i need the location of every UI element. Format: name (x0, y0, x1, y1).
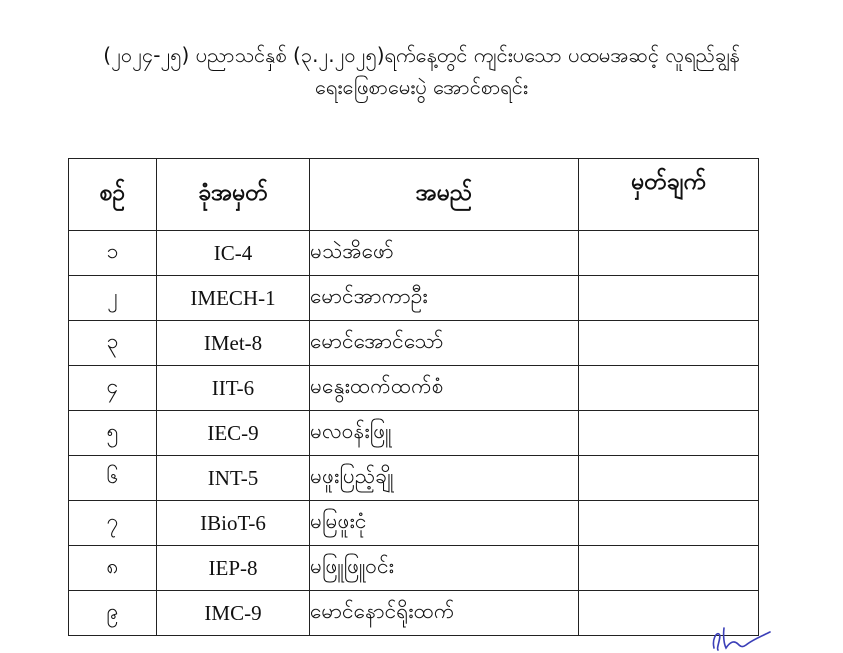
cell-remark (579, 366, 759, 411)
cell-student-name: မလဝန်းဖြူ (310, 411, 579, 456)
table-body (69, 231, 759, 636)
cell-remark (579, 231, 759, 276)
table-row (69, 366, 759, 411)
cell-serial-number: ၈ (69, 546, 157, 591)
header-serial-number: စဉ် (69, 159, 157, 231)
cell-student-name: မောင်အောင်သော် (310, 321, 579, 366)
pass-list-table (68, 158, 759, 636)
cell-remark (579, 456, 759, 501)
cell-roll-number: IEP-8 (157, 546, 310, 591)
cell-roll-number: IC-4 (157, 231, 310, 276)
cell-serial-number: ၁ (69, 231, 157, 276)
header-roll-number: ခုံအမှတ် (157, 159, 310, 231)
document-title-line-2: ရေးဖြေစာမေးပွဲ အောင်စာရင်း (315, 75, 528, 99)
cell-roll-number: IBioT-6 (157, 501, 310, 546)
cell-serial-number: ၄ (69, 366, 157, 411)
cell-remark (579, 501, 759, 546)
cell-student-name: မသဲအိဖော် (310, 231, 579, 276)
cell-remark (579, 276, 759, 321)
cell-student-name: မဖြူဖြူဝင်း (310, 546, 579, 591)
table-row (69, 591, 759, 636)
cell-remark (579, 321, 759, 366)
header-remark: မှတ်ချက် (579, 159, 759, 231)
cell-roll-number: IMC-9 (157, 591, 310, 636)
cell-student-name: မောင်အာကာဦး (310, 276, 579, 321)
cell-serial-number: ၂ (69, 276, 157, 321)
cell-roll-number: IMECH-1 (157, 276, 310, 321)
cell-roll-number: IMet-8 (157, 321, 310, 366)
table-row (69, 546, 759, 591)
cell-student-name: မောင်နောင်ရိုးထက် (310, 591, 579, 636)
cell-remark (579, 411, 759, 456)
cell-student-name: မမြဖူးငုံ (310, 501, 579, 546)
cell-roll-number: IEC-9 (157, 411, 310, 456)
cell-serial-number: ၃ (69, 321, 157, 366)
table-header-row (69, 159, 759, 231)
table-row (69, 501, 759, 546)
cell-serial-number: ၆ (69, 456, 157, 501)
document-title-line-1: (၂၀၂၄-၂၅) ပညာသင်နှစ် (၃.၂.၂၀၂၅)ရက်နေ့တွင် ကျင်းပသော ပထမအဆင့် လူရည်ချွန် (103, 43, 740, 67)
signature-stroke (713, 628, 770, 650)
cell-student-name: မဖူးပြည့်ချို (310, 456, 579, 501)
cell-roll-number: IIT-6 (157, 366, 310, 411)
cell-serial-number: ၅ (69, 411, 157, 456)
table-row (69, 456, 759, 501)
cell-roll-number: INT-5 (157, 456, 310, 501)
cell-serial-number: ၇ (69, 501, 157, 546)
table-row (69, 411, 759, 456)
cell-serial-number: ၉ (69, 591, 157, 636)
header-name: အမည် (310, 159, 579, 231)
cell-remark (579, 546, 759, 591)
handwritten-signature-icon (704, 618, 784, 653)
cell-student-name: မနွေးထက်ထက်စံ (310, 366, 579, 411)
table-row (69, 276, 759, 321)
table-row (69, 231, 759, 276)
table-row (69, 321, 759, 366)
